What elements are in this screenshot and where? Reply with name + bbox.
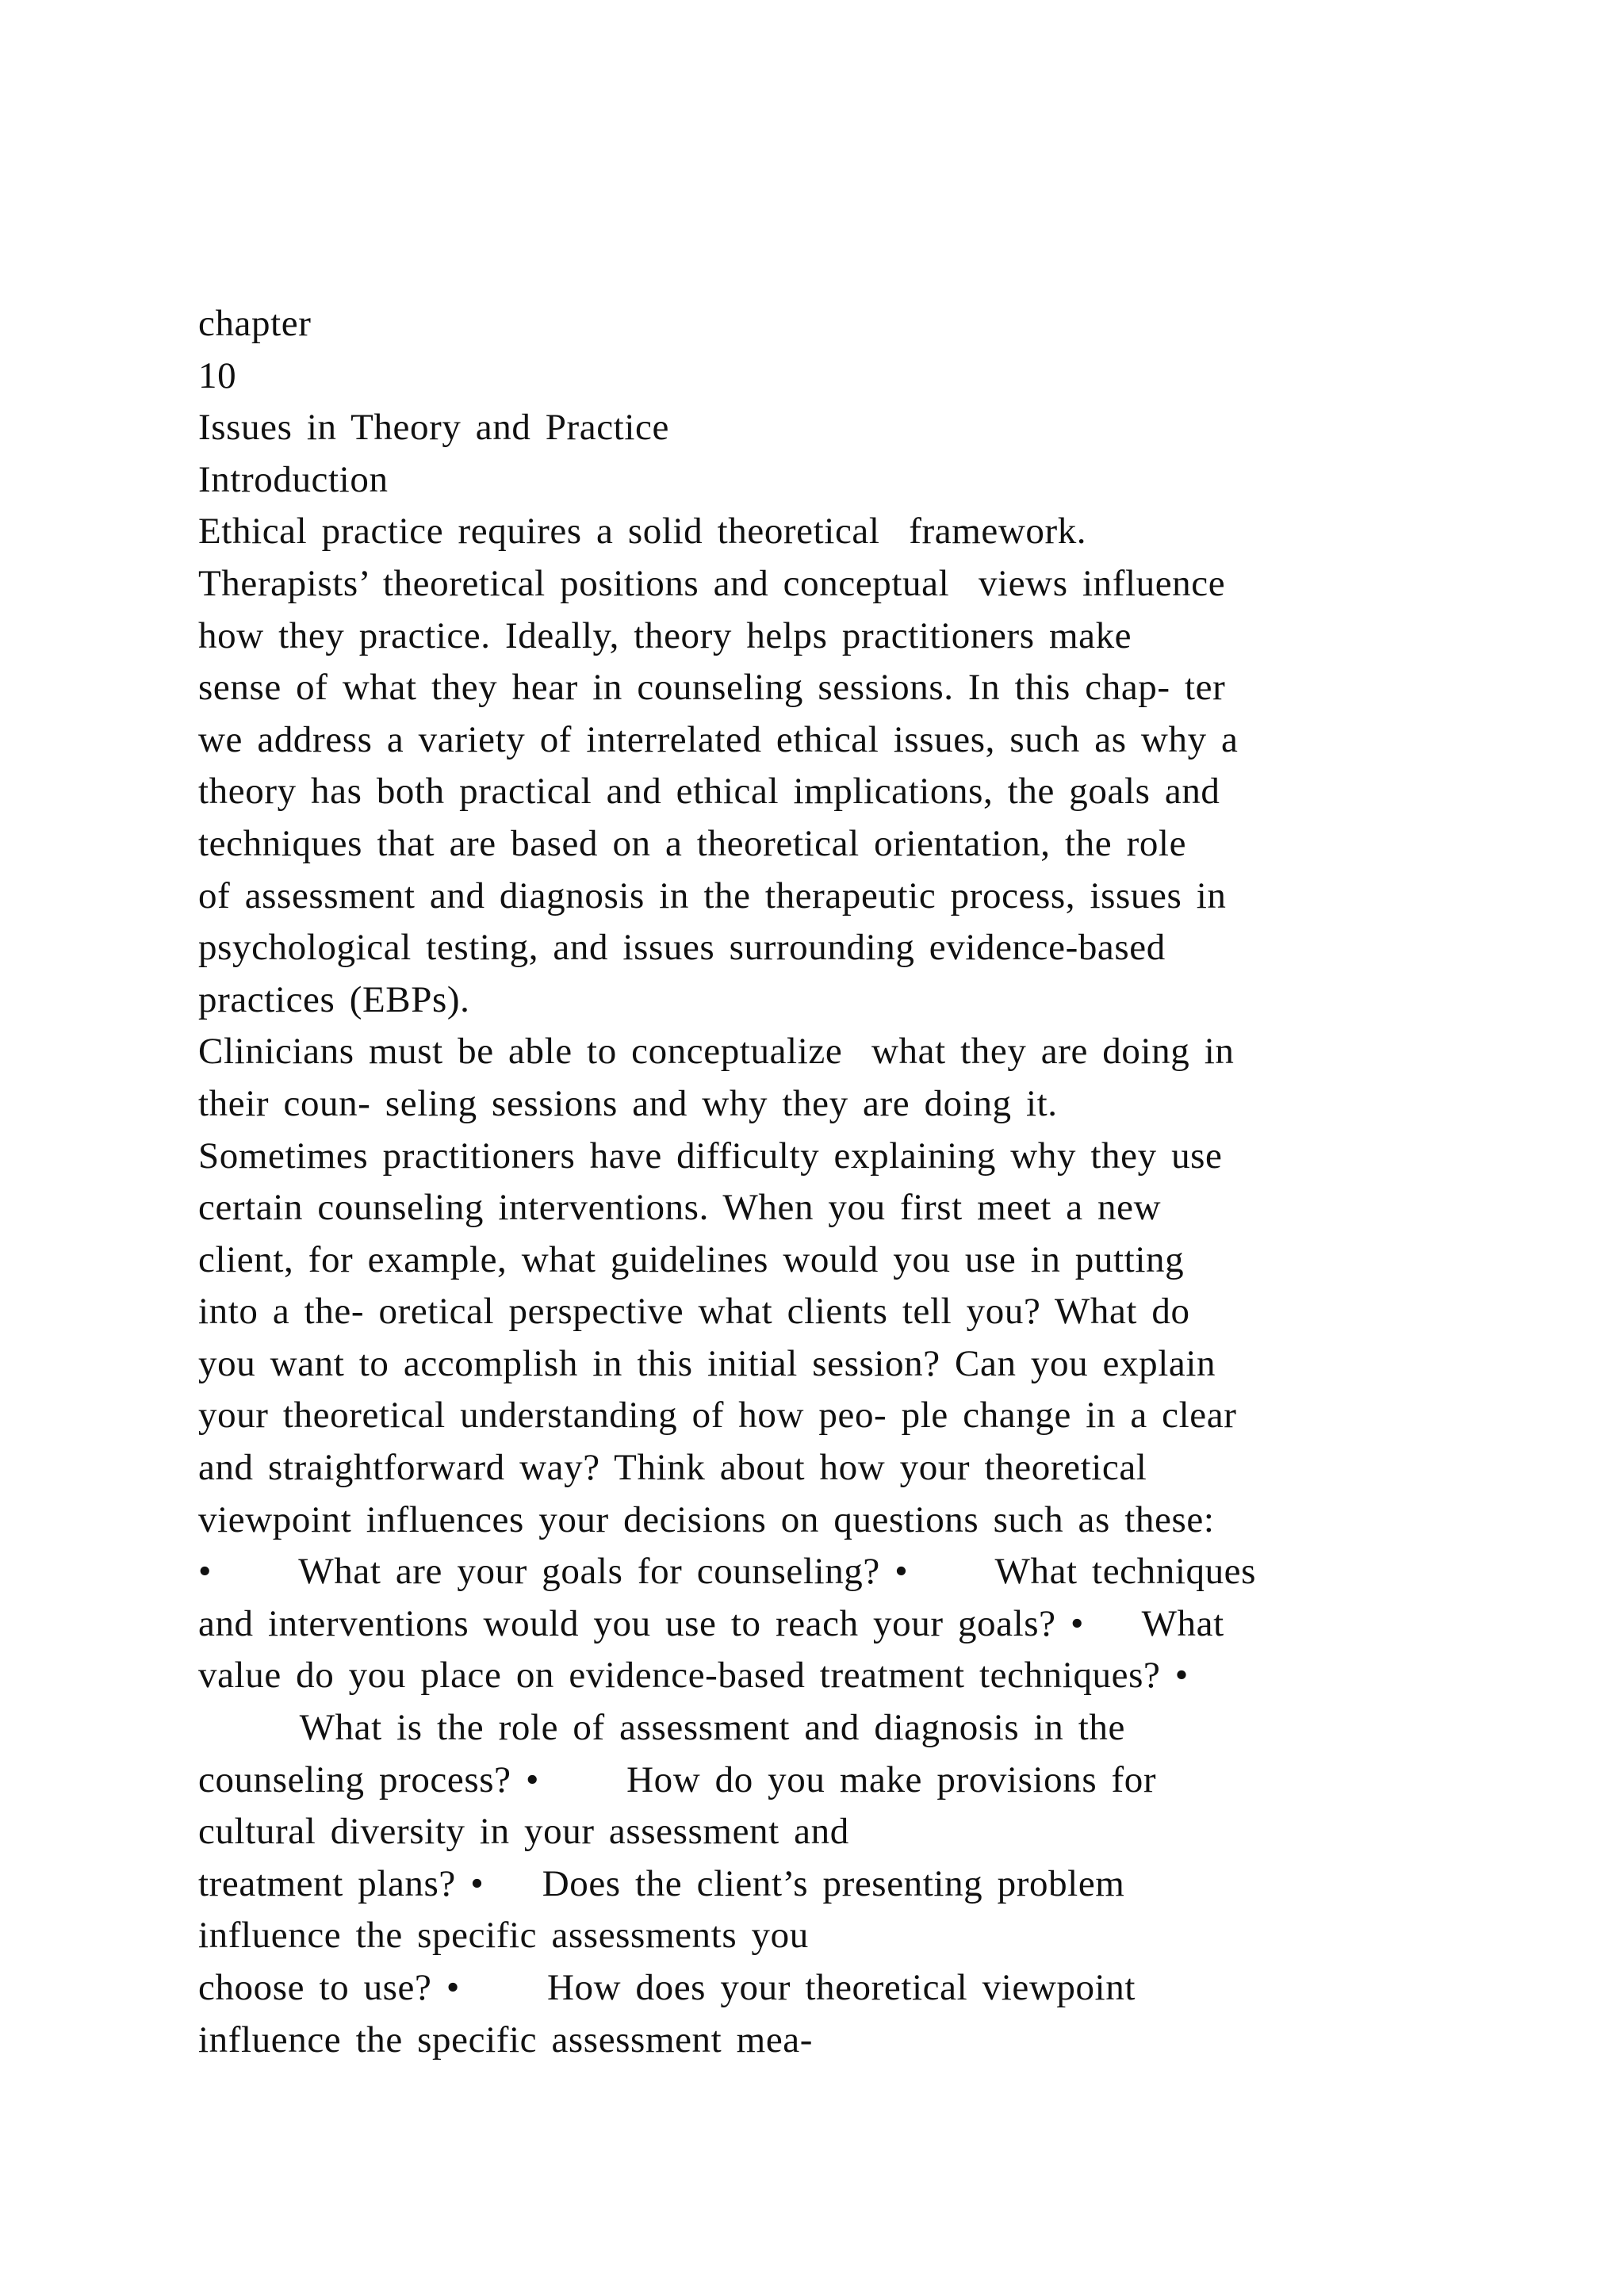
chapter-title: Issues in Theory and Practice <box>198 407 669 449</box>
body-line: What is the role of assessment and diagnosis in the <box>198 1707 1125 1749</box>
body-line: their coun- seling sessions and why they are doing it. <box>198 1082 1058 1124</box>
section-heading: Introduction <box>198 458 389 500</box>
body-line: sense of what they hear in counseling sessions. In this chap- ter <box>198 667 1226 709</box>
body-line: Ethical practice requires a solid theoretical framework. <box>198 511 1087 553</box>
body-line: practices (EBPs). <box>198 978 470 1020</box>
body-line: choose to use? • How does your theoretical viewpoint <box>198 1967 1136 2008</box>
body-line: we address a variety of interrelated ethical issues, such as why a <box>198 718 1239 760</box>
body-line: value do you place on evidence-based treatment techniques? • <box>198 1655 1189 1697</box>
body-line: client, for example, what guidelines would you use in putting <box>198 1238 1185 1280</box>
chapter-label: chapter <box>198 303 312 344</box>
body-line: Therapists’ theoretical positions and conceptual views influence <box>198 562 1226 604</box>
body-line: psychological testing, and issues surrounding evidence-based <box>198 927 1166 969</box>
body-line: influence the specific assessments you <box>198 1915 809 1957</box>
body-line: you want to accomplish in this initial session? Can you explain <box>198 1342 1216 1384</box>
body-line: theory has both practical and ethical implications, the goals and <box>198 771 1220 813</box>
body-line: • What are your goals for counseling? • What techniques <box>198 1551 1257 1593</box>
document-text <box>198 298 1451 2066</box>
body-line: and straightforward way? Think about how your theoretical <box>198 1447 1147 1489</box>
body-text <box>198 506 1451 2066</box>
chapter-number: 10 <box>198 354 237 396</box>
body-line: techniques that are based on a theoretical orientation, the role <box>198 822 1187 864</box>
body-line: and interventions would you use to reach your goals? • What <box>198 1602 1224 1644</box>
body-line: your theoretical understanding of how peo- ple change in a clear <box>198 1395 1237 1437</box>
body-line: of assessment and diagnosis in the therapeutic process, issues in <box>198 874 1227 916</box>
body-line: certain counseling interventions. When you first meet a new <box>198 1187 1162 1229</box>
body-line: viewpoint influences your decisions on questions such as these: <box>198 1498 1215 1540</box>
body-line: influence the specific assessment mea- <box>198 2019 814 2061</box>
body-line: into a the- oretical perspective what clients tell you? What do <box>198 1291 1190 1333</box>
body-line: counseling process? • How do you make provisions for <box>198 1758 1157 1800</box>
body-line: cultural diversity in your assessment and <box>198 1811 849 1853</box>
body-line: Clinicians must be able to conceptualize what they are doing in <box>198 1031 1235 1073</box>
body-line: how they practice. Ideally, theory helps practitioners make <box>198 614 1132 656</box>
body-line: treatment plans? • Does the client’s presenting problem <box>198 1862 1125 1904</box>
body-line: Sometimes practitioners have difficulty explaining why they use <box>198 1135 1223 1177</box>
